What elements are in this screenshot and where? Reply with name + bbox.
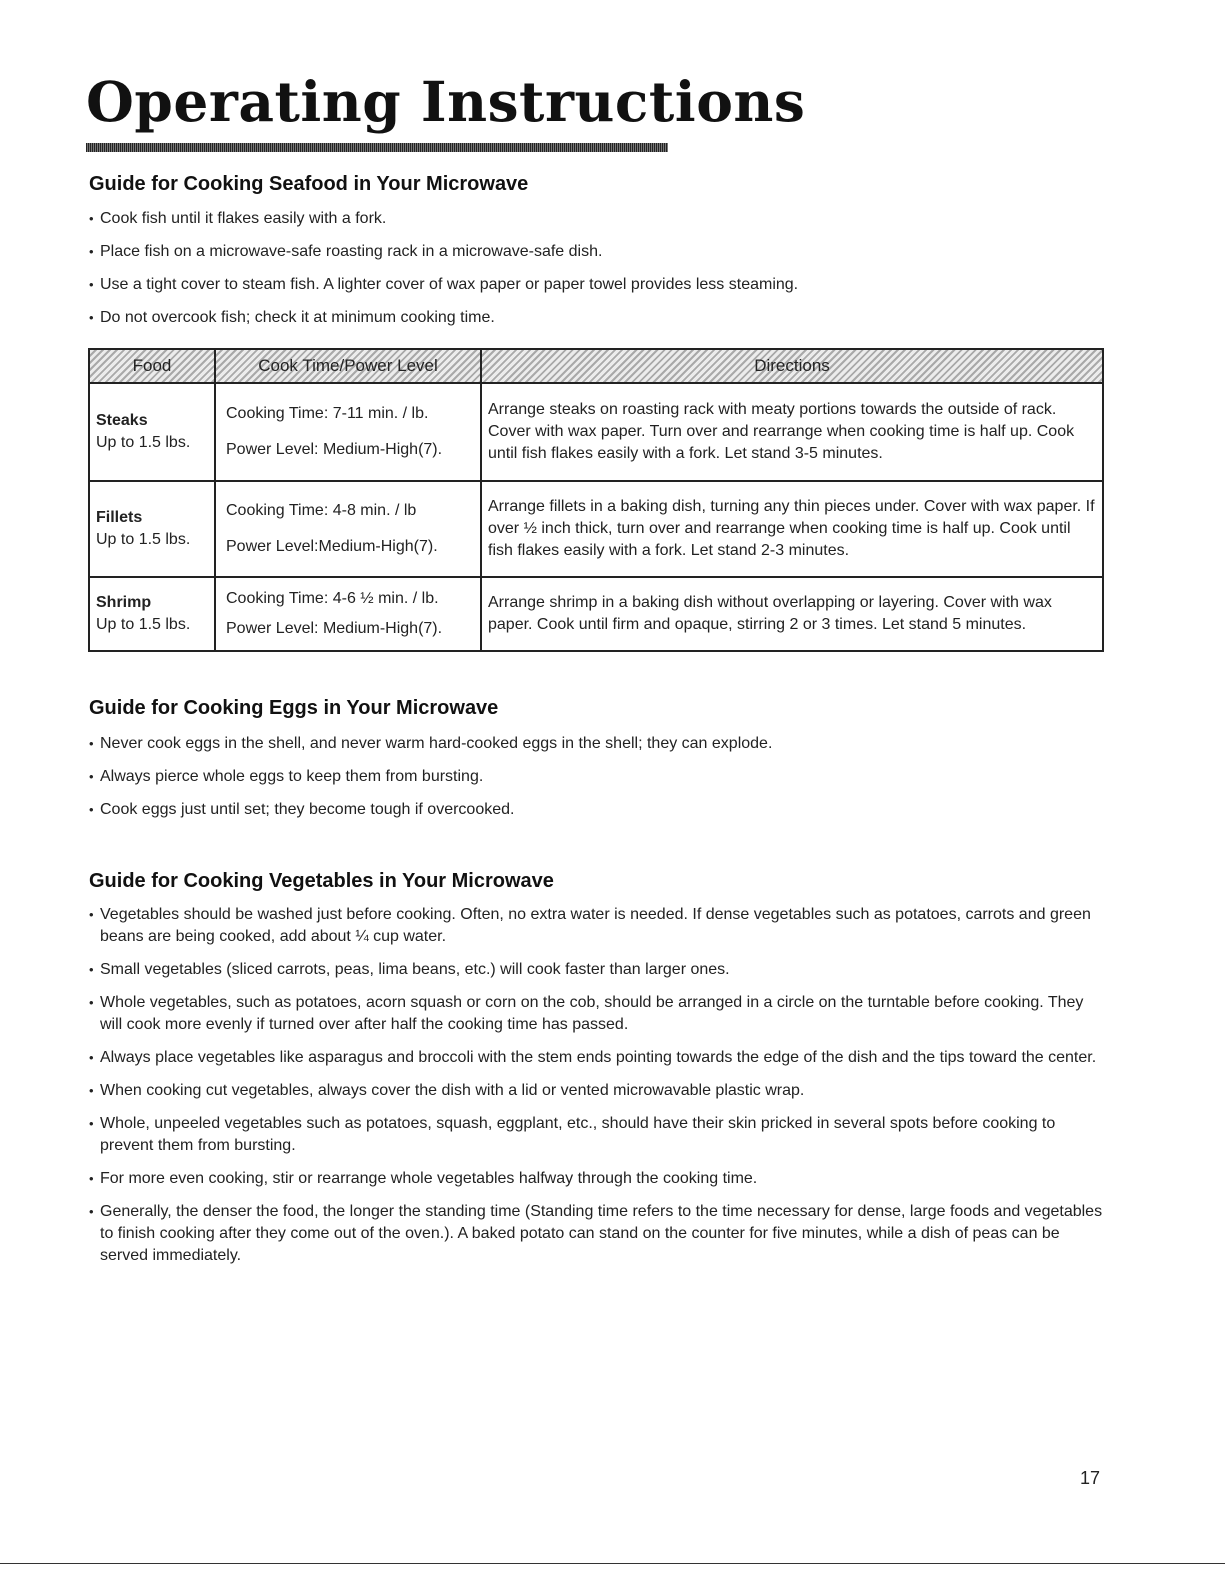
bottom-divider: [0, 1563, 1225, 1564]
table-row: [89, 577, 1103, 651]
food-name: Fillets: [96, 509, 143, 526]
page-number: 17: [1080, 1468, 1101, 1488]
table-row: [89, 383, 1103, 481]
list-item: • Small vegetables (sliced carrots, peas, lima beans, etc.) will cook faster than larger ones.: [89, 959, 1104, 981]
power-level: Power Level:Medium-High(7).: [226, 538, 438, 555]
power-level: Power Level: Medium-High(7).: [226, 620, 443, 637]
table-row: [89, 481, 1103, 577]
directions-cell: Arrange fillets in a baking dish, turning any thin pieces under. Cover with wax paper. If over ½ inch thick, turn over and rearrange when cooking time is half up. Cook until fish flakes easily with a fork. Let stand 2-3 minutes.: [481, 481, 1103, 577]
seafood-heading: Guide for Cooking Seafood in Your Microwave: [89, 173, 529, 195]
list-item: • Whole, unpeeled vegetables such as potatoes, squash, eggplant, etc., should have their skin pricked in several spots before cooking to prevent them from bursting.: [89, 1113, 1104, 1157]
table-header-row: [89, 349, 1103, 383]
eggs-bullet-list: [89, 733, 1119, 821]
directions-cell: Arrange shrimp in a baking dish without overlapping or layering. Cover with wax paper. Cook until firm and opaque, stirring 2 or 3 times. Let stand 5 minutes.: [481, 577, 1103, 651]
list-item: • For more even cooking, stir or rearrange whole vegetables halfway through the cooking time.: [89, 1168, 1104, 1190]
food-amount: Up to 1.5 lbs.: [96, 616, 191, 633]
seafood-cooking-table: [88, 348, 1104, 652]
food-cell: [89, 383, 215, 481]
cooking-time: Cooking Time: 4-6 ½ min. / lb.: [226, 590, 439, 607]
list-item: • Place fish on a microwave-safe roasting rack in a microwave-safe dish.: [89, 241, 1109, 263]
eggs-heading: Guide for Cooking Eggs in Your Microwave: [89, 697, 499, 719]
vegetables-heading: Guide for Cooking Vegetables in Your Microwave: [89, 870, 554, 892]
list-item: • Vegetables should be washed just before cooking. Often, no extra water is needed. If dense vegetables such as potatoes, carrots and green beans are being cooked, add about ¼ cup water.: [89, 904, 1104, 948]
food-amount: Up to 1.5 lbs.: [96, 531, 191, 548]
food-name: Steaks: [96, 412, 148, 429]
food-cell: [89, 481, 215, 577]
list-item: • Always pierce whole eggs to keep them from bursting.: [89, 766, 1119, 788]
column-header-directions: Directions: [481, 349, 1103, 383]
list-item: • Cook fish until it flakes easily with a fork.: [89, 208, 1109, 230]
seafood-bullet-list: [89, 208, 1109, 329]
vegetables-bullet-list: [89, 904, 1104, 1267]
cooking-time: Cooking Time: 7-11 min. / lb.: [226, 405, 429, 422]
page-title: Operating Instructions: [86, 69, 806, 134]
list-item: • When cooking cut vegetables, always cover the dish with a lid or vented microwavable plastic wrap.: [89, 1080, 1104, 1102]
cooking-time: Cooking Time: 4-8 min. / lb: [226, 502, 417, 519]
cook-time-cell: [215, 577, 481, 651]
power-level: Power Level: Medium-High(7).: [226, 441, 443, 458]
food-amount: Up to 1.5 lbs.: [96, 434, 191, 451]
food-cell: [89, 577, 215, 651]
cook-time-cell: [215, 481, 481, 577]
directions-cell: Arrange steaks on roasting rack with meaty portions towards the outside of rack. Cover with wax paper. Turn over and rearrange when cooking time is half up. Cook until fish flakes easily with a fork. Let stand 3-5 minutes.: [481, 383, 1103, 481]
list-item: • Always place vegetables like asparagus and broccoli with the stem ends pointing towards the edge of the dish and the tips toward the center.: [89, 1047, 1104, 1069]
food-name: Shrimp: [96, 594, 152, 611]
column-header-food: Food: [89, 349, 215, 383]
list-item: • Generally, the denser the food, the longer the standing time (Standing time refers to the time necessary for dense, large foods and vegetables to finish cooking after they come out of the oven.). A baked potato can stand on the counter for five minutes, while a dish of peas can be served immediately.: [89, 1201, 1104, 1267]
cook-time-cell: [215, 383, 481, 481]
list-item: • Whole vegetables, such as potatoes, acorn squash or corn on the cob, should be arranged in a circle on the turntable before cooking. They will cook more evenly if turned over after half the cooking time has passed.: [89, 992, 1104, 1036]
list-item: • Cook eggs just until set; they become tough if overcooked.: [89, 799, 1119, 821]
title-underline: [86, 143, 668, 152]
list-item: • Use a tight cover to steam fish. A lighter cover of wax paper or paper towel provides less steaming.: [89, 274, 1109, 296]
column-header-cook-time: Cook Time/Power Level: [215, 349, 481, 383]
list-item: • Do not overcook fish; check it at minimum cooking time.: [89, 307, 1109, 329]
list-item: • Never cook eggs in the shell, and never warm hard-cooked eggs in the shell; they can explode.: [89, 733, 1119, 755]
